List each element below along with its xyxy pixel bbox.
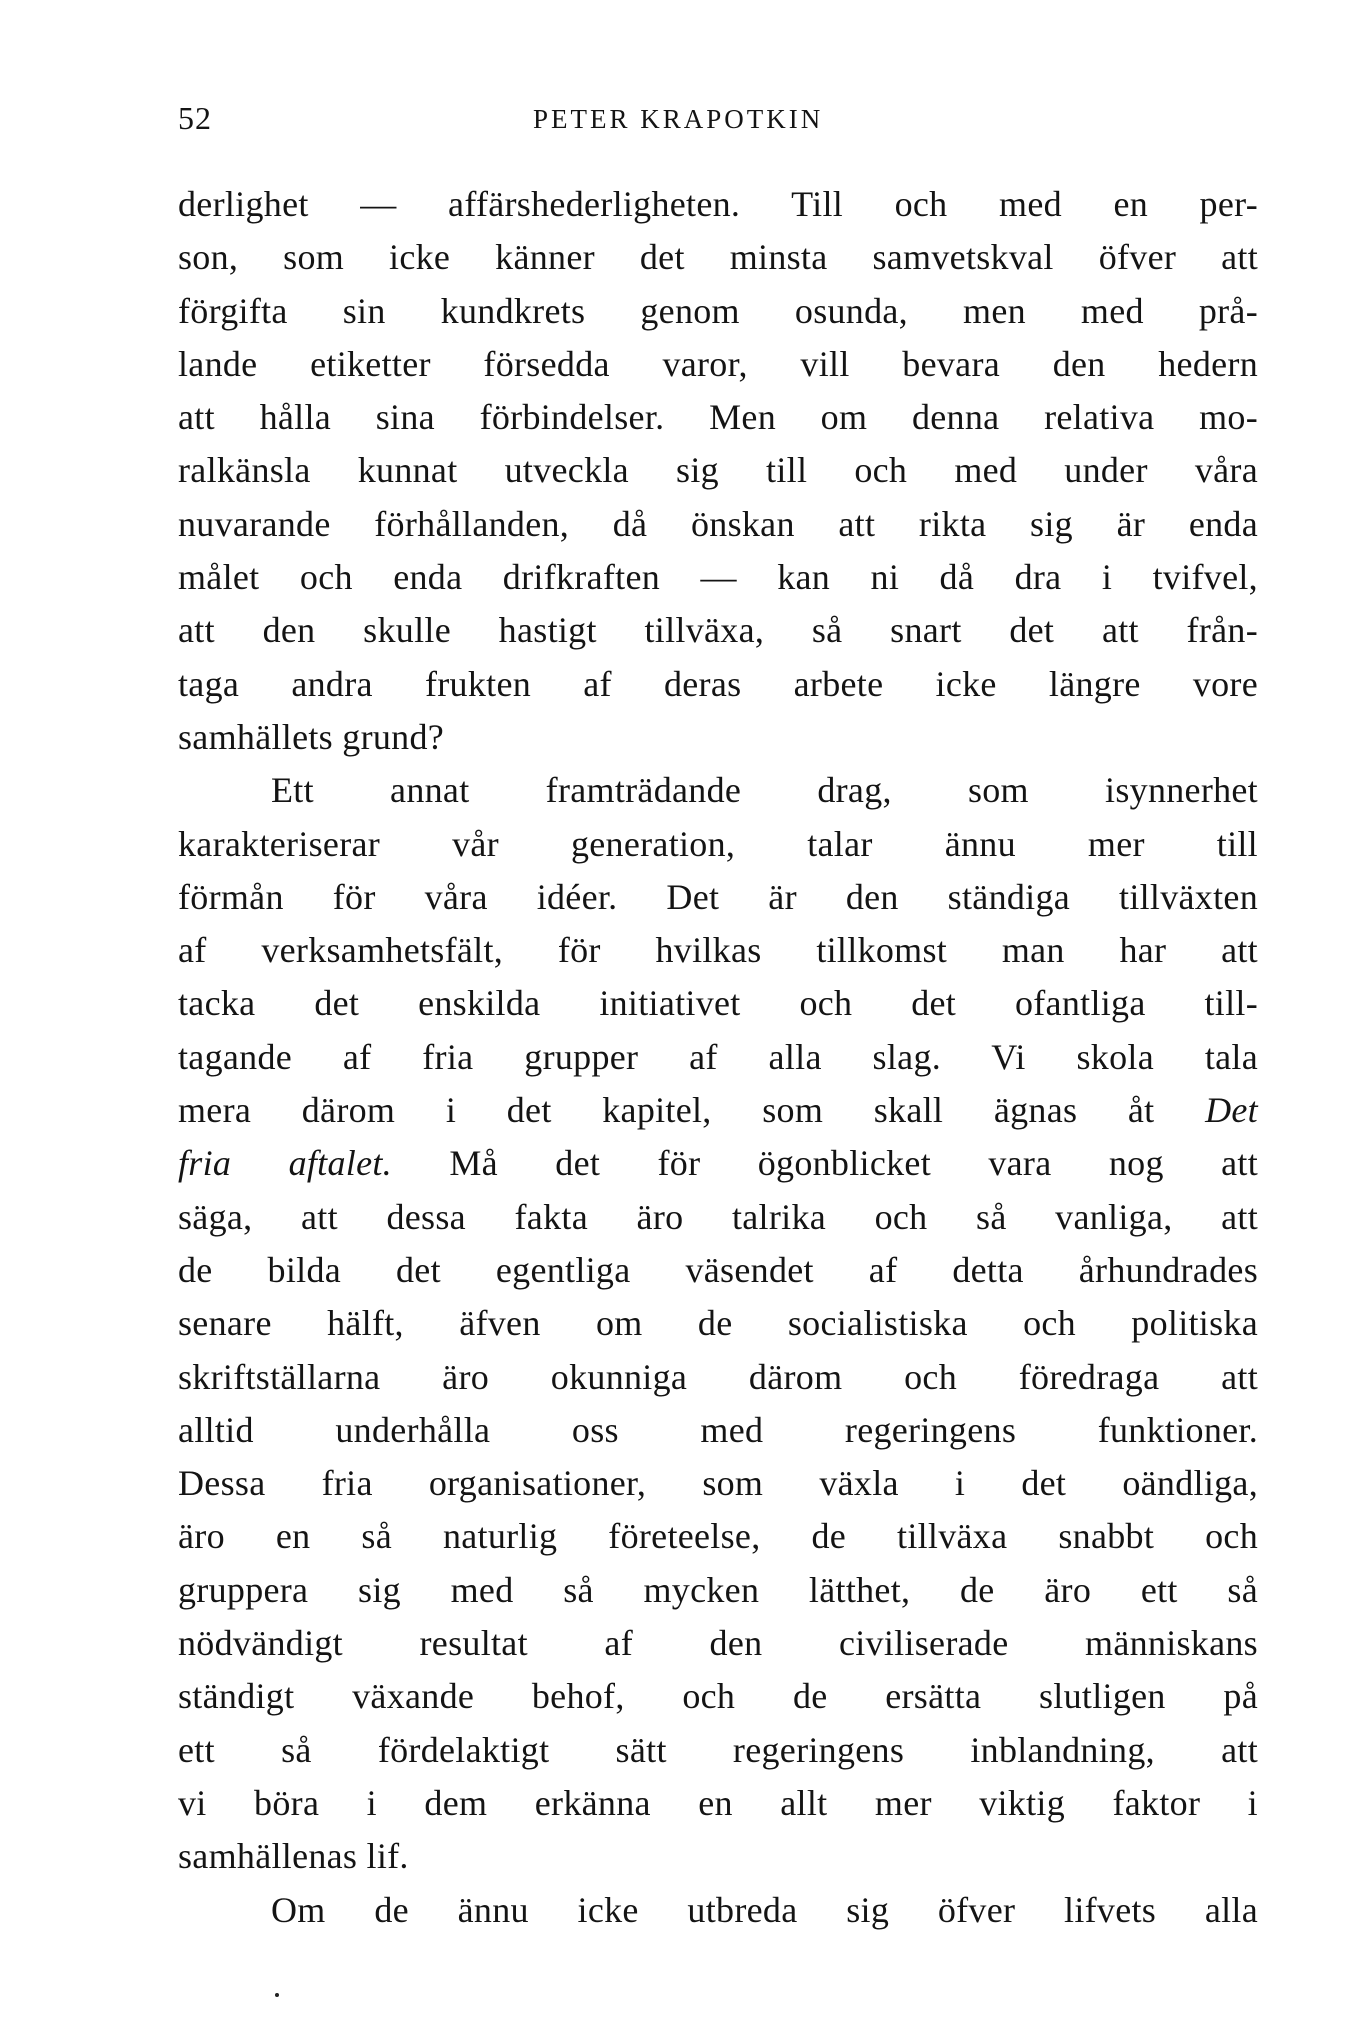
text-line: lande etiketter försedda varor, vill bevara den hedern [178,343,1258,384]
text-line: förmån för våra idéer. Det är den ständiga tillväxten [178,876,1258,917]
text-line: karakteriserar vår generation, talar ännu mer till [178,823,1258,864]
italic-title: Det [1205,1090,1258,1131]
text-line: senare hälft, äfven om de socialistiska och politiska [178,1303,1258,1344]
body-text [178,178,1258,1937]
text-line: att hålla sina förbindelser. Men om denna relativa mo- [178,397,1258,438]
text-segment: mera därom i det kapitel, som skall ägnas åt [178,1090,1155,1131]
text-line: tacka det enskilda initiativet och det ofantliga till- [178,983,1258,1024]
text-line: samhällets grund? [178,716,445,757]
page-header [178,100,1258,150]
text-line: nödvändigt resultat af den civiliserade människans [178,1623,1258,1664]
text-line: alltid underhålla oss med regeringens funktioner. [178,1409,1258,1450]
text-line: ständigt växande behof, och de ersätta slutligen på [178,1676,1258,1717]
text-line: samhällenas lif. [178,1836,409,1877]
text-line: taga andra frukten af deras arbete icke längre vore [178,663,1258,704]
text-line-paragraph-start: Om de ännu icke utbreda sig öfver lifvets alla [271,1889,1258,1930]
text-line: skriftställarna äro okunniga därom och föredraga att [178,1356,1258,1397]
text-line [178,1084,1258,1137]
text-line: nuvarande förhållanden, då önskan att rikta sig är enda [178,503,1258,544]
text-line: förgifta sin kundkrets genom osunda, men med prå- [178,290,1258,331]
text-line: de bilda det egentliga väsendet af detta århundrades [178,1249,1258,1290]
text-line: säga, att dessa fakta äro talrika och så vanliga, att [178,1196,1258,1237]
text-line: äro en så naturlig företeelse, de tillväxa snabbt och [178,1516,1258,1557]
page-number: 52 [178,100,212,136]
text-line [178,1137,1258,1190]
print-speck [275,1993,279,1997]
text-line: att den skulle hastigt tillväxa, så snart det att från- [178,610,1258,651]
text-line: vi böra i dem erkänna en allt mer viktig faktor i [178,1782,1258,1823]
text-line: gruppera sig med så mycken lätthet, de äro ett så [178,1569,1258,1610]
text-line: tagande af fria grupper af alla slag. Vi skola tala [178,1036,1258,1077]
text-line: Dessa fria organisationer, som växla i det oändliga, [178,1463,1258,1504]
text-line: ralkänsla kunnat utveckla sig till och med under våra [178,450,1258,491]
text-line: af verksamhetsfält, för hvilkas tillkomst man har att [178,930,1258,971]
text-line-paragraph-start: Ett annat framträdande drag, som isynnerhet [271,770,1258,811]
text-segment: Må det för ögonblicket vara nog att [449,1143,1258,1184]
text-line: målet och enda drifkraften — kan ni då dra i tvifvel, [178,557,1258,598]
italic-title: fria aftalet. [178,1143,392,1184]
text-line: ett så fördelaktigt sätt regeringens inblandning, att [178,1729,1258,1770]
text-line: derlighet — affärshederligheten. Till och med en per- [178,184,1258,224]
text-line: son, som icke känner det minsta samvetskval öfver att [178,237,1258,278]
running-title: PETER KRAPOTKIN [533,104,824,134]
